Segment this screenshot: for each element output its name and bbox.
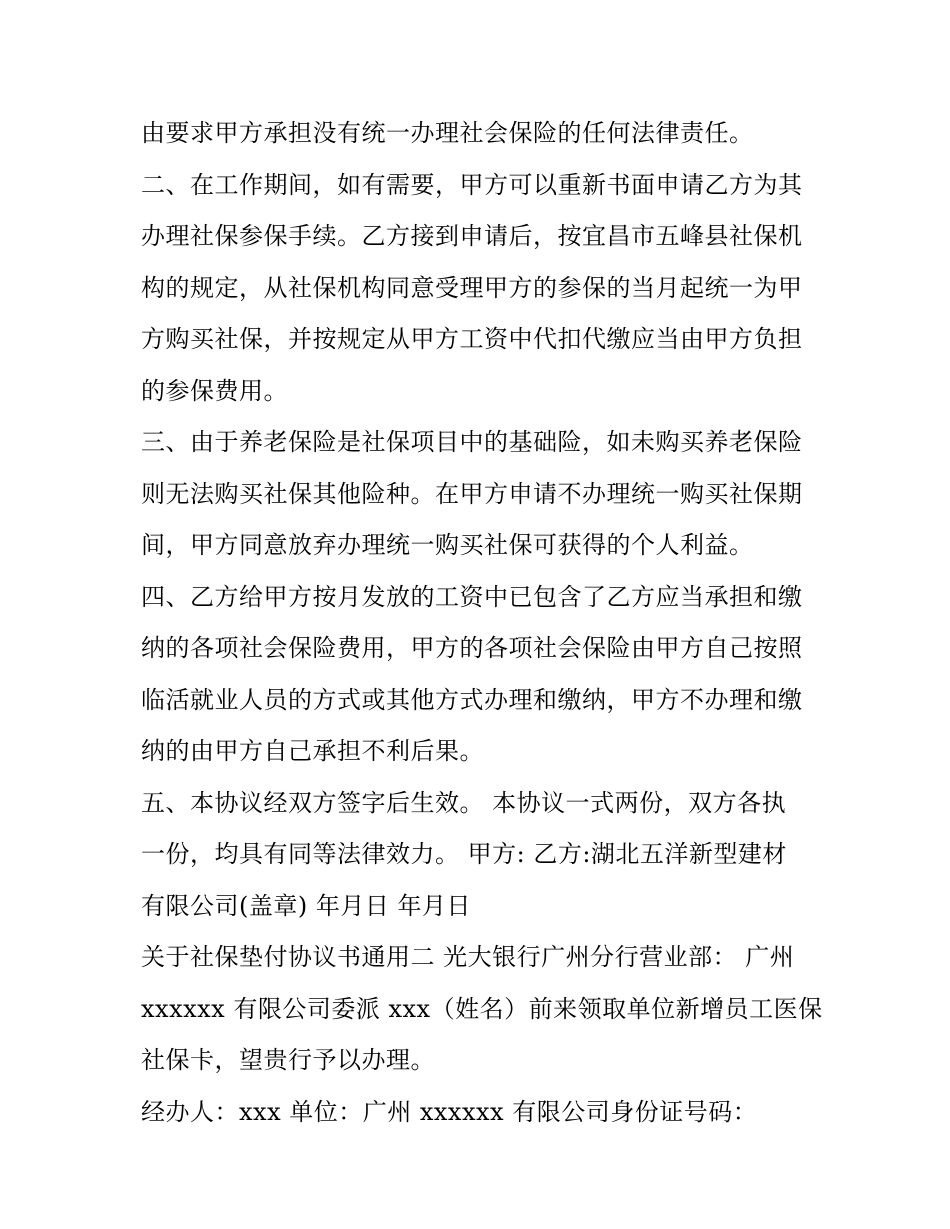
text-line: 办理社保参保手续。乙方接到申请后，按宜昌市五峰县社保机 (141, 222, 803, 250)
text-line: 构的规定，从社保机构同意受理甲方的参保的当月起统一为甲 (141, 273, 803, 302)
text-line: 方购买社保，并按规定从甲方工资中代扣代缴应当由甲方负担 (141, 325, 803, 353)
text-line: 五、本协议经双方签字后生效。 本协议一式两份，双方各执 (141, 788, 787, 817)
text-line: 由要求甲方承担没有统一办理社会保险的任何法律责任。 (141, 119, 754, 147)
text-line: 间，甲方同意放弃办理统一购买社保可获得的个人利益。 (141, 531, 754, 559)
text-line: 有限公司(盖章) 年月日 年月日 (141, 891, 471, 920)
text-line: 社保卡，望贵行予以办理。 (141, 1046, 435, 1074)
text-line: 一份，均具有同等法律效力。 甲方: 乙方:湖北五洋新型建材 (141, 840, 787, 868)
text-line: 经办人：xxx 单位：广州 xxxxxx 有限公司身份证号码： (141, 1097, 758, 1126)
text-line: 的参保费用。 (141, 376, 288, 405)
text-line: 关于社保垫付协议书通用二 光大银行广州分行营业部： 广州 (141, 943, 795, 971)
text-line: 二、在工作期间，如有需要，甲方可以重新书面申请乙方为其 (141, 170, 803, 199)
text-line: 三、由于养老保险是社保项目中的基础险，如未购买养老保险 (141, 428, 803, 456)
text-line: 四、乙方给甲方按月发放的工资中已包含了乙方应当承担和缴 (141, 582, 803, 611)
document-body (141, 108, 821, 1138)
text-line: xxxxxx 有限公司委派 xxx（姓名）前来领取单位新增员工医保 (141, 994, 823, 1023)
text-line: 纳的各项社会保险费用，甲方的各项社会保险由甲方自己按照 (141, 634, 803, 662)
text-line: 纳的由甲方自己承担不利后果。 (141, 737, 484, 765)
text-line: 临活就业人员的方式或其他方式办理和缴纳，甲方不办理和缴 (141, 685, 803, 714)
text-line: 则无法购买社保其他险种。在甲方申请不办理统一购买社保期 (141, 479, 803, 508)
